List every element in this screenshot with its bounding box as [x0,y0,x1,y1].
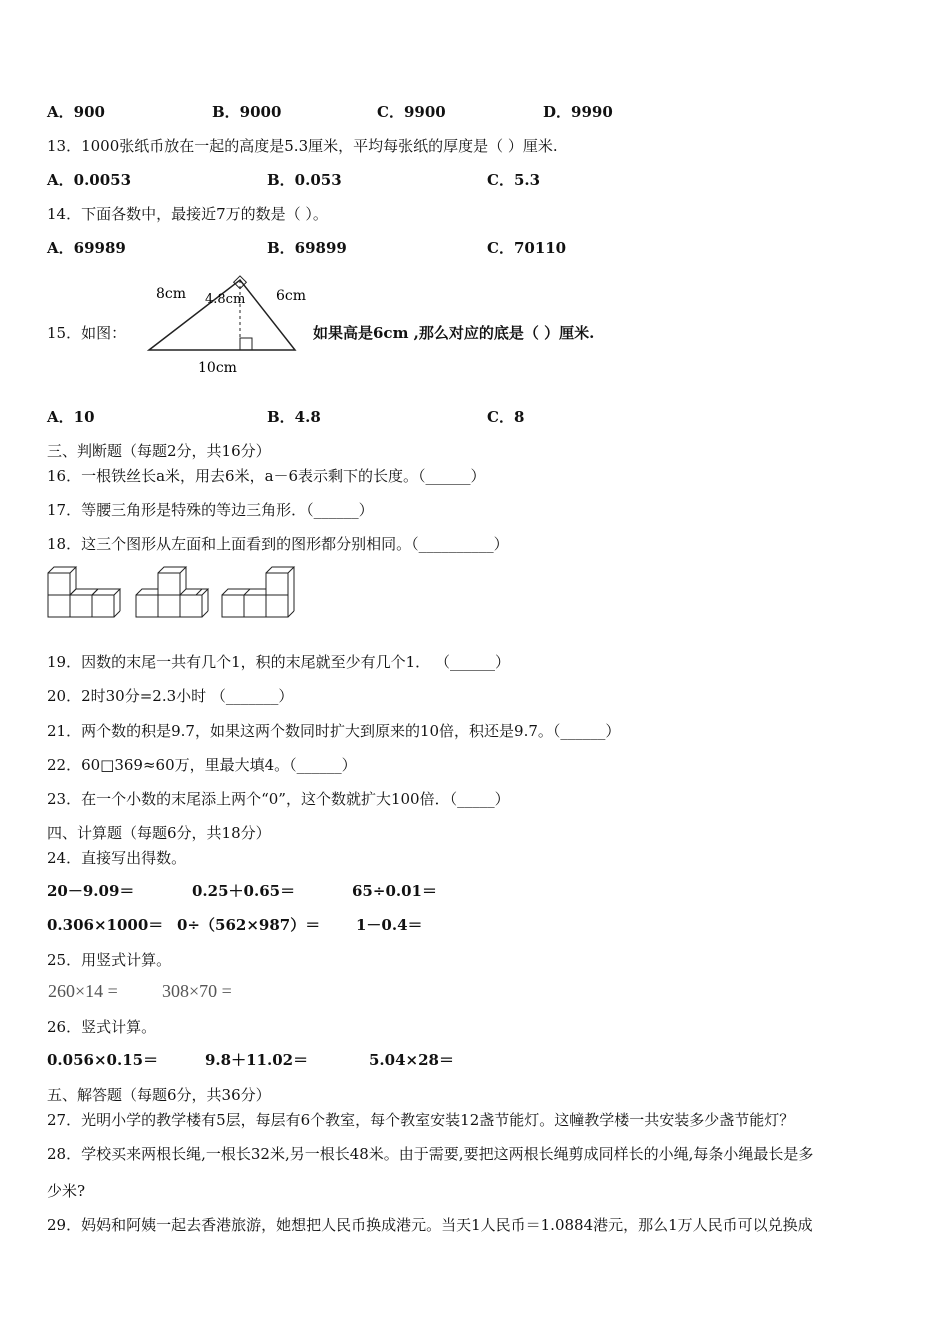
q28-line1: 28．学校买来两根长绳,一根长32米,另一根长48米。由于需要,要把这两根长绳剪成同样长的小绳,每条小绳最长是多 [47,1145,814,1163]
q13-option-b: B．0.053 [267,171,342,189]
q15-label-right: 6cm [276,288,307,304]
q14-option-a: A．69989 [47,239,126,257]
q24-text: 24．直接写出得数。 [47,849,187,867]
q17-text: 17．等腰三角形是特殊的等边三角形．（______） [47,501,374,519]
q29-text: 29．妈妈和阿姨一起去香港旅游，她想把人民币换成港元。当天1人民币＝1.0884港元，那么1万人民币可以兑换成 [47,1216,813,1234]
q13-option-a: A．0.0053 [47,171,132,189]
q22-text: 22．60□369≈60万，里最大填4。（______） [47,756,357,774]
q14-option-b: B．69899 [267,239,347,257]
q15-label-left: 8cm [156,286,187,302]
q15-option-c: C．8 [487,408,525,426]
q12-option-b: B．9000 [212,103,282,121]
q15-label-height: 4.8cm [205,292,246,307]
q15-prefix: 15．如图： [47,324,127,342]
q24-calc: 1－0.4＝ [356,916,423,934]
q15-label-base: 10cm [198,360,237,376]
q13-option-c: C．5.3 [487,171,541,189]
q12-option-c: C．9900 [377,103,446,121]
q25-text: 25．用竖式计算。 [47,951,172,969]
section-5-title: 五、解答题（每题6分，共36分） [47,1086,271,1104]
q14-text: 14．下面各数中，最接近7万的数是（ ）。 [47,205,328,223]
q15-triangle-figure [140,275,310,380]
q24-calc: 20－9.09＝ [47,882,135,900]
q26-item: 0.056×0.15＝ [47,1051,159,1069]
section-3-title: 三、判断题（每题2分，共16分） [47,442,271,460]
q24-calc: 0÷（562×987）＝ [177,916,321,934]
q12-option-a: A．900 [47,103,105,121]
q25-item: 308×70 = [162,981,232,1001]
q26-item: 5.04×28＝ [369,1051,454,1069]
q24-calc: 65÷0.01＝ [352,882,437,900]
q23-text: 23．在一个小数的末尾添上两个“0”，这个数就扩大100倍．（_____） [47,790,510,808]
q15-suffix: 如果高是6cm ,那么对应的底是（ ）厘米. [313,324,595,342]
q18-cube-figures [44,564,304,622]
q16-text: 16．一根铁丝长a米，用去6米，a－6表示剩下的长度。（______） [47,467,486,485]
q27-text: 27．光明小学的教学楼有5层，每层有6个教室，每个教室安装12盏节能灯。这幢教学楼一共安装多少盏节能灯？ [47,1111,795,1129]
q24-calc: 0.25＋0.65＝ [192,882,296,900]
q13-text: 13．1000张纸币放在一起的高度是5.3厘米，平均每张纸的厚度是（ ）厘米. [47,137,558,155]
q26-item: 9.8＋11.02＝ [205,1051,309,1069]
section-4-title: 四、计算题（每题6分，共18分） [47,824,271,842]
q21-text: 21．两个数的积是9.7，如果这两个数同时扩大到原来的10倍，积还是9.7。（______） [47,722,621,740]
q18-text: 18．这三个图形从左面和上面看到的图形都分别相同。（__________） [47,535,509,553]
q12-option-d: D．9990 [543,103,613,121]
q15-option-b: B．4.8 [267,408,321,426]
q15-option-a: A．10 [47,408,95,426]
q28-line2: 少米? [47,1182,86,1200]
q26-text: 26．竖式计算。 [47,1018,157,1036]
q25-item: 260×14 = [48,981,118,1001]
q19-text: 19．因数的末尾一共有几个1，积的末尾就至少有几个1． （______） [47,653,510,671]
q14-option-c: C．70110 [487,239,567,257]
q20-text: 20．2时30分=2.3小时 （_______） [47,687,294,705]
q24-calc: 0.306×1000＝ [47,916,164,934]
